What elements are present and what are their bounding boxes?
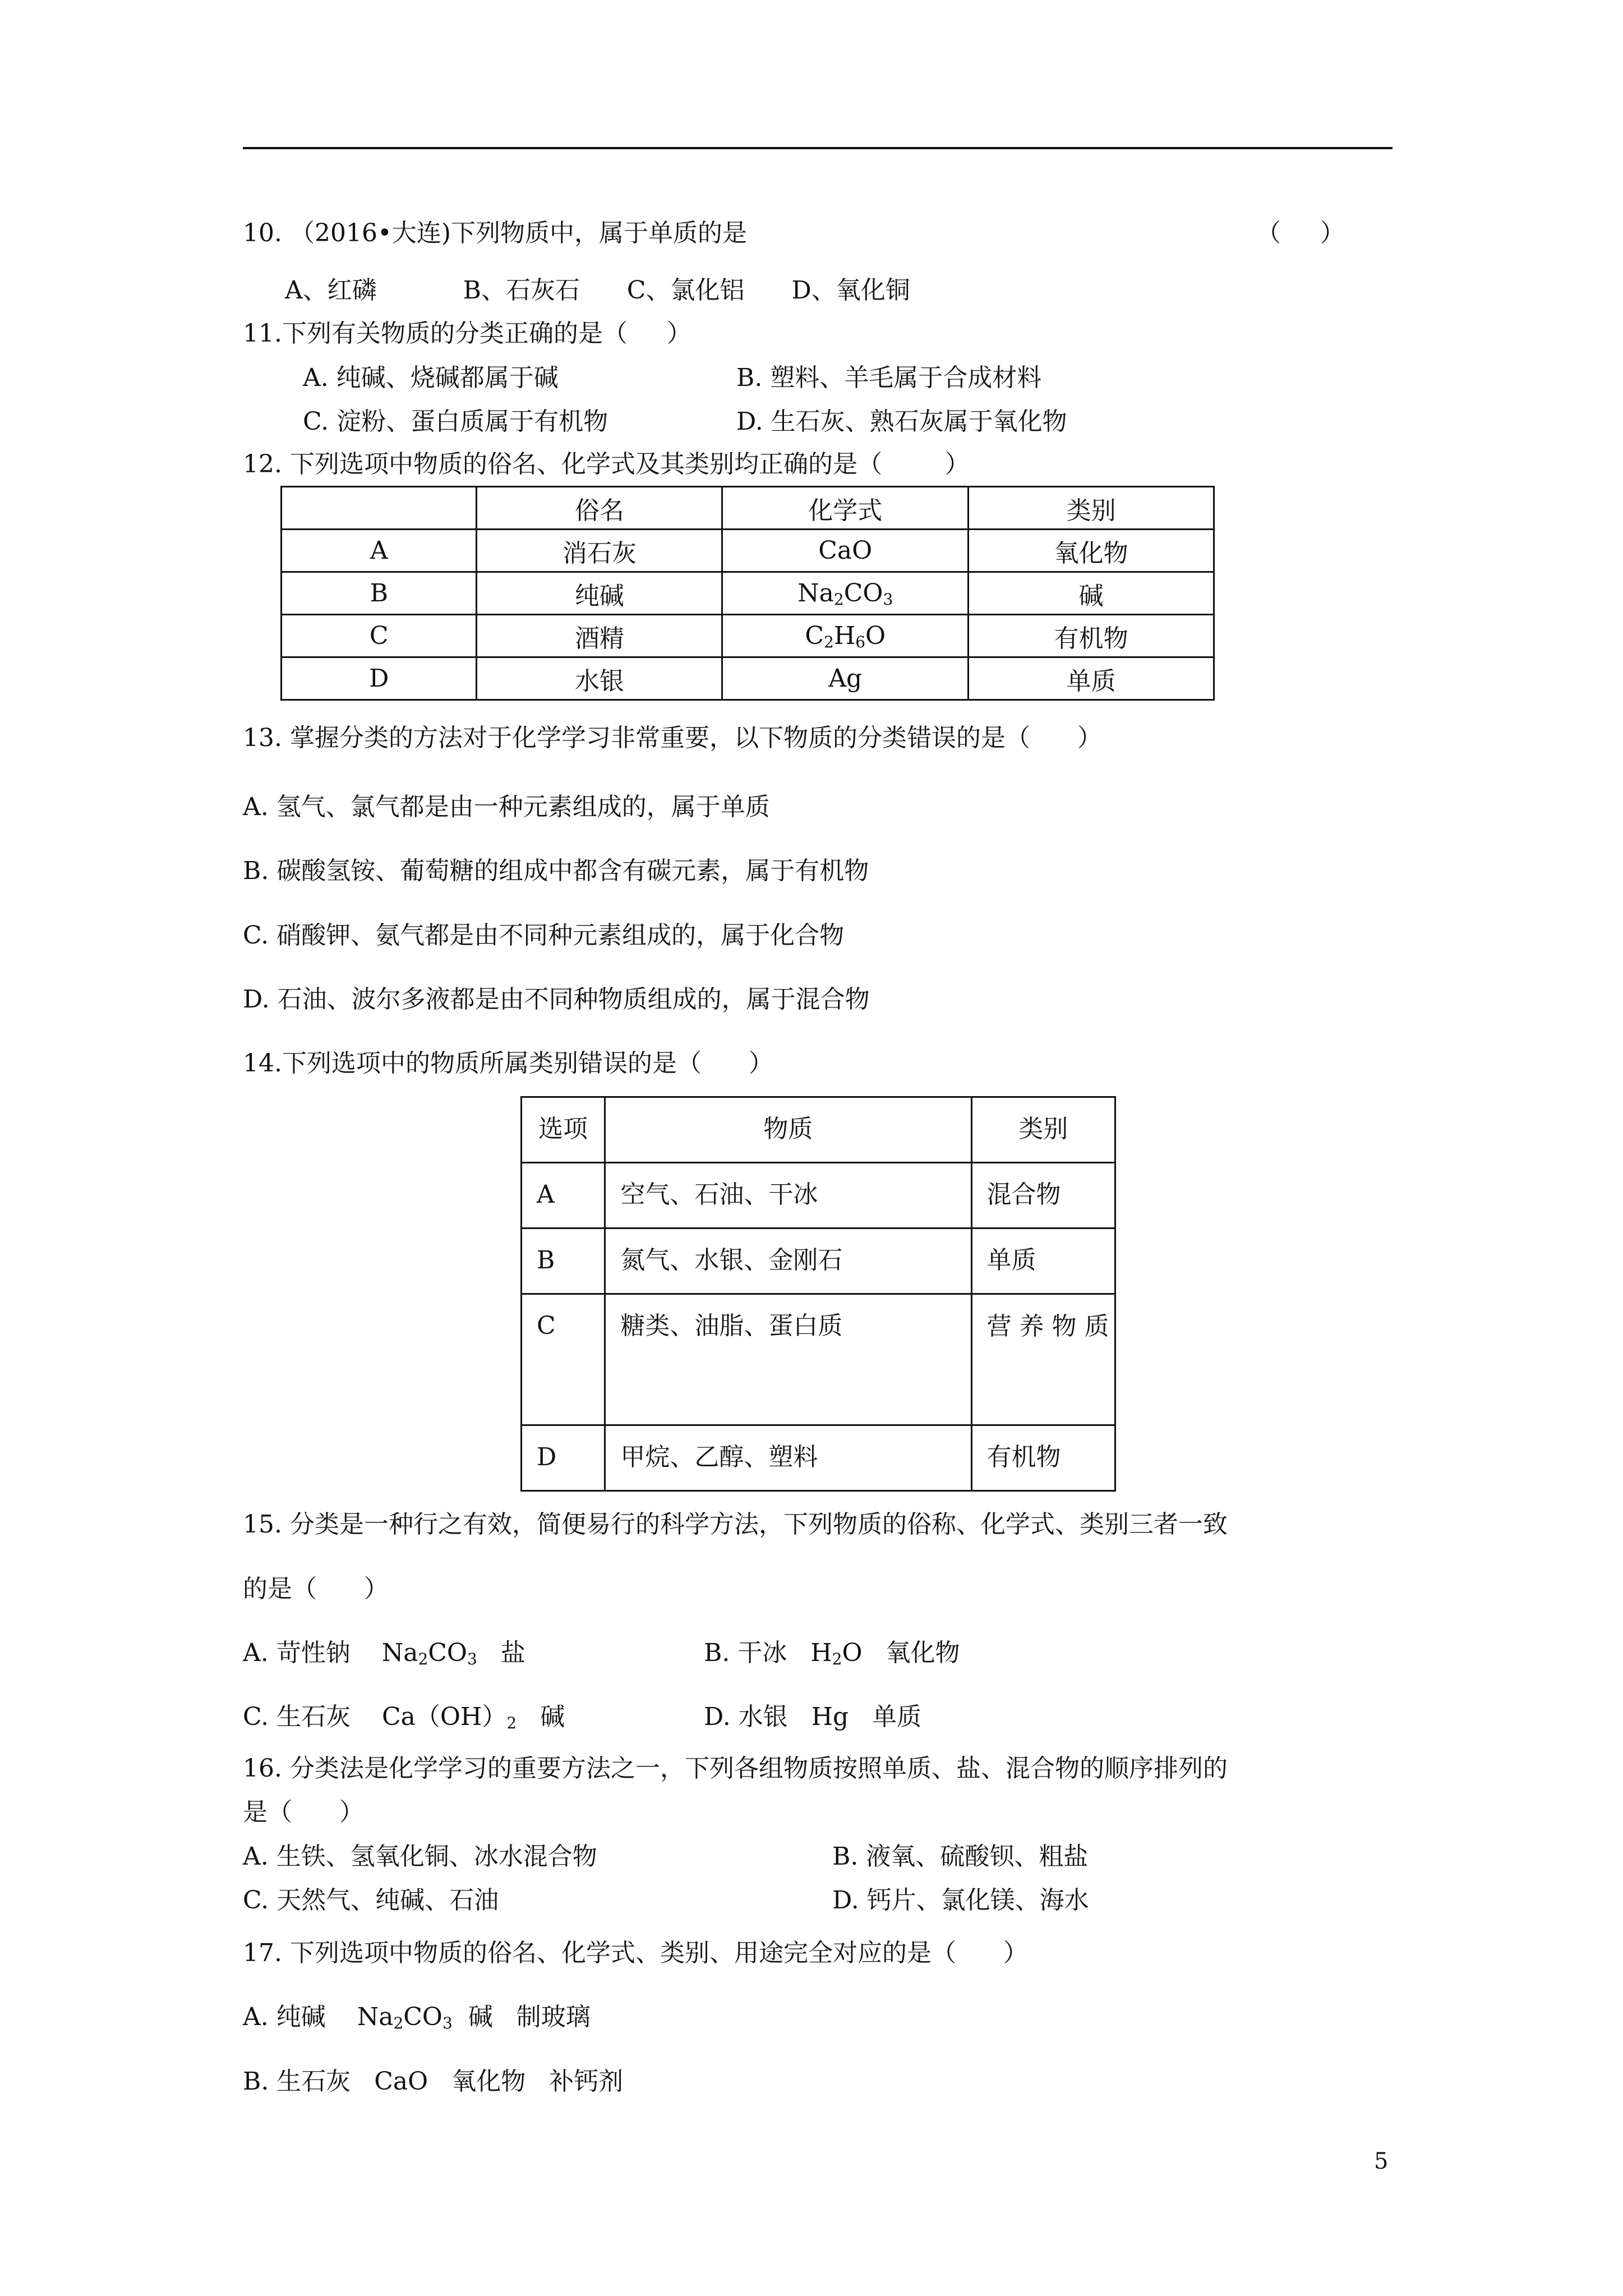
category-cell: 营 养 物 质: [971, 1294, 1115, 1425]
question-15-option-d: D. 水银 Hg 单质: [704, 1703, 922, 1731]
category-cell: 有机物: [971, 1425, 1115, 1491]
option-cell: B: [282, 572, 477, 615]
option-cell: C: [522, 1294, 605, 1425]
question-16-option-a: A. 生铁、氢氧化铜、冰水混合物: [243, 1842, 597, 1871]
category-cell: 单质: [971, 1228, 1115, 1294]
substance-cell: 空气、石油、干冰: [605, 1163, 971, 1228]
question-13: 13. 掌握分类的方法对于化学学习非常重要，以下物质的分类错误的是（ ）: [243, 724, 1102, 752]
substance-cell: 氮气、水银、金刚石: [605, 1228, 971, 1294]
question-11: 11.下列有关物质的分类正确的是（ ）: [243, 319, 691, 348]
table-row: [522, 1163, 1115, 1228]
question-16-option-d: D. 钙片、氯化镁、海水: [832, 1886, 1089, 1915]
question-16-line-1: 16. 分类法是化学学习的重要方法之一，下列各组物质按照单质、盐、混合物的顺序排列的: [243, 1754, 1228, 1783]
common-name-cell: 纯碱: [477, 572, 722, 615]
option-cell: B: [522, 1228, 605, 1294]
table-header-row: [282, 487, 1214, 530]
option-cell: A: [522, 1163, 605, 1228]
question-14-table: [520, 1096, 1116, 1492]
question-13-option-d: D. 石油、波尔多液都是由不同种物质组成的，属于混合物: [243, 985, 870, 1014]
question-10-options: A、红磷 B、石灰石 C、氯化铝 D、氧化铜: [285, 276, 910, 305]
table-header-cell: 化学式: [722, 487, 969, 530]
category-cell: 有机物: [969, 615, 1214, 657]
question-13-option-c: C. 硝酸钾、氨气都是由不同种元素组成的，属于化合物: [243, 921, 845, 950]
table-row: [522, 1425, 1115, 1491]
question-15-option-c: C. 生石灰 $Ca(OH)_2$ 碱: [243, 1703, 565, 1732]
question-11-option-d: D. 生石灰、熟石灰属于氧化物: [736, 407, 1067, 436]
formula-cell: $Na_2CO_3$: [722, 572, 969, 615]
question-13-option-b: B. 碳酸氢铵、葡萄糖的组成中都含有碳元素，属于有机物: [243, 857, 869, 885]
formula-cell: $C_2H_6O$: [722, 615, 969, 657]
table-header-cell: 选项: [522, 1097, 605, 1163]
question-13-option-a: A. 氢气、氯气都是由一种元素组成的，属于单质: [243, 793, 770, 821]
table-row: [522, 1294, 1115, 1425]
option-cell: C: [282, 615, 477, 657]
question-17: 17. 下列选项中物质的俗名、化学式、类别、用途完全对应的是（ ）: [243, 1939, 1028, 1967]
table-header-cell: 类别: [969, 487, 1214, 530]
formula-cell: CaO: [722, 530, 969, 572]
table-row: [282, 572, 1214, 615]
table-row: [282, 657, 1214, 700]
question-11-option-c: C. 淀粉、蛋白质属于有机物: [303, 407, 608, 436]
question-10: 10. （2016•大连)下列物质中，属于单质的是: [243, 219, 748, 247]
option-cell: A: [282, 530, 477, 572]
category-cell: 混合物: [971, 1163, 1115, 1228]
table-header-cell: 物质: [605, 1097, 971, 1163]
question-16-option-c: C. 天然气、纯碱、石油: [243, 1886, 499, 1915]
substance-cell: 糖类、油脂、蛋白质: [605, 1294, 971, 1425]
table-header-cell: [282, 487, 477, 530]
table-header-cell: 类别: [971, 1097, 1115, 1163]
common-name-cell: 消石灰: [477, 530, 722, 572]
question-10-answer-paren: （ ）: [1256, 219, 1345, 247]
table-row: [282, 530, 1214, 572]
common-name-cell: 水银: [477, 657, 722, 700]
question-17-option-b: B. 生石灰 CaO 氧化物 补钙剂: [243, 2067, 624, 2096]
substance-cell: 甲烷、乙醇、塑料: [605, 1425, 971, 1491]
header-rule: [243, 147, 1393, 149]
question-11-option-b: B. 塑料、羊毛属于合成材料: [736, 364, 1042, 392]
formula-cell: Ag: [722, 657, 969, 700]
question-15-line-2: 的是（ ）: [243, 1575, 389, 1603]
table-row: [282, 615, 1214, 657]
option-cell: D: [282, 657, 477, 700]
question-15-option-a: A. 苛性钠 $Na_2CO_3$ 盐: [243, 1639, 525, 1668]
table-header-cell: 俗名: [477, 487, 722, 530]
option-cell: D: [522, 1425, 605, 1491]
question-16-line-2: 是（ ）: [243, 1798, 364, 1826]
category-cell: 氧化物: [969, 530, 1214, 572]
question-15-option-b: B. 干冰 $H_2O$ 氧化物: [704, 1639, 960, 1668]
category-cell: 碱: [969, 572, 1214, 615]
question-12-table: [280, 486, 1215, 701]
question-14: 14.下列选项中的物质所属类别错误的是（ ）: [243, 1049, 773, 1078]
page-number: 5: [1374, 2148, 1389, 2174]
table-row: [522, 1228, 1115, 1294]
question-17-option-a: A. 纯碱 $Na_2CO_3$ 碱 制玻璃: [243, 2003, 591, 2032]
question-16-option-b: B. 液氧、硫酸钡、粗盐: [832, 1842, 1089, 1871]
question-15-line-1: 15. 分类是一种行之有效，简便易行的科学方法，下列物质的俗称、化学式、类别三者一致: [243, 1510, 1228, 1539]
table-header-row: [522, 1097, 1115, 1163]
category-cell: 单质: [969, 657, 1214, 700]
question-12: 12. 下列选项中物质的俗名、化学式及其类别均正确的是（ ）: [243, 450, 970, 478]
question-11-option-a: A. 纯碱、烧碱都属于碱: [303, 364, 559, 392]
common-name-cell: 酒精: [477, 615, 722, 657]
